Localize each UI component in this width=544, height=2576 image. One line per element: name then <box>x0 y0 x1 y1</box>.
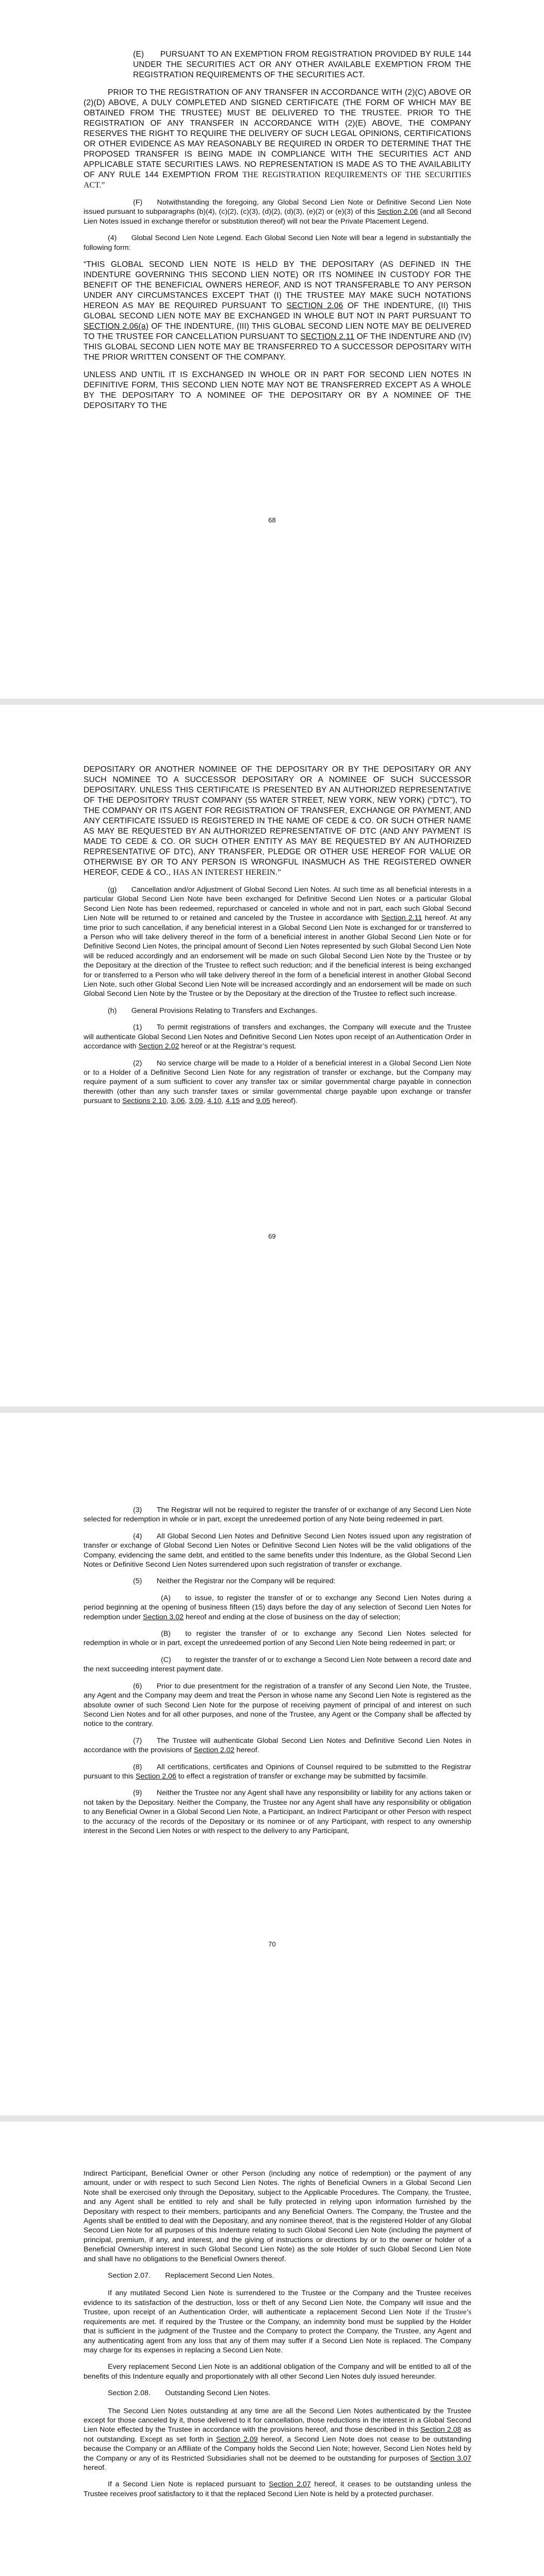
page-separator <box>0 699 544 705</box>
clause-h6: (6) Prior to due presentment for the registration of a transfer of any Second Lien Note, the Trustee, any Agent and the Company may deem and treat the Person in whose name any Second Lien Note is registered as the absolute owner of such Second Lien Note for the purpose of receiving payment of principal of and interest on such Second Lien Notes and for all other purposes, and none of the Trustee, any Agent or the Company shall be affected by notice to the contrary. <box>84 1682 471 1728</box>
clause-h5-b: (B) to register the transfer of or to exchange any Second Lien Notes selected for redemption in whole or in part, except the unredeemed portion of any Second Lien Note being redeemed in part; or <box>84 1630 471 1648</box>
page-69 <box>0 705 544 1406</box>
section-link[interactable]: SECTION 2.06(a) <box>84 322 149 331</box>
clause-g: (g) Cancellation and/or Adjustment of Global Second Lien Notes. At such time as all beneficial interests in a particular Global Second Lien Note have been exchanged for Definitive Second Lien Notes or a particular Global Second Lien Note has been redeemed, repurchased or canceled in whole and not in part, each such Global Second Lien Note will be returned to or retained and canceled by the Trustee in accordance with Section 2.11 hereof. At any time prior to such cancellation, if any beneficial interest in a Global Second Lien Note is exchanged for or transferred to a Person who will take delivery thereof in the form of a beneficial interest in another Global Second Lien Note or for Definitive Second Lien Notes, the principal amount of Second Lien Notes represented by such Global Second Lien Note will be reduced accordingly and an endorsement will be made on such Global Second Lien Note by the Trustee or by the Depositary at the direction of the Trustee to reflect such reduction; and if the beneficial interest is being exchanged for or transferred to a Person who will take delivery thereof in the form of a beneficial interest in another Global Second Lien Note, such other Global Second Lien Note will be increased accordingly and an endorsement will be made on such Global Second Lien Note by the Trustee or by the Depositary at the direction of the Trustee to reflect such increase. <box>84 886 471 998</box>
clause-h: (h) General Provisions Relating to Transfers and Exchanges. <box>108 1006 318 1015</box>
clause-h2: (2) No service charge will be made to a Holder of a beneficial interest in a Global Second Lien Note or to a Holder of a Definitive Second Lien Note for any registration of transfer or exchange, but the Company may require payment of a sum sufficient to cover any transfer tax or similar governmental charge payable in connection therewith (other than any such transfer taxes or similar governmental charge payable upon exchange or transfer pursuant to Sections 2.10, 3.06, 3.09, 4.10, 4.15 and 9.05 hereof). <box>84 1059 471 1106</box>
unless-paragraph: UNLESS AND UNTIL IT IS EXCHANGED IN WHOLE OR IN PART FOR SECOND LIEN NOTES IN DEFINITIVE FORM, THIS SECOND LIEN NOTE MAY NOT BE TRANSFERRED EXCEPT AS A WHOLE BY THE DEPOSITARY TO A NOMINEE OF THE DEPOSITARY OR BY A NOMINEE OF THE DEPOSITARY TO THE <box>84 370 471 411</box>
section-link[interactable]: Section 2.11 <box>381 914 422 923</box>
section-link[interactable]: Section 2.06 <box>135 1772 176 1781</box>
section-2-07-replacement: Every replacement Second Lien Note is an additional obligation of the Company and will be entitled to all of the benefits of this Indenture equally and proportionately with all other Second Lien Notes duly issued hereunder. <box>84 2363 471 2381</box>
clause-h5-a: (A) to issue, to register the transfer of or to exchange any Second Lien Notes during a period beginning at the opening of business fifteen (15) days before the day of any selection of Second Lien Notes for redemption under Section 3.02 hereof and ending at the close of business on the day of selection; <box>84 1594 471 1621</box>
page-number: 70 <box>268 1940 276 1948</box>
depositary-legend-continued: DEPOSITARY OR ANOTHER NOMINEE OF THE DEPOSITARY OR BY THE DEPOSITARY OR ANY SUCH NOMINEE TO A SUCCESSOR DEPOSITARY OR A NOMINEE OF SUCH SUCCESSOR DEPOSITARY. UNLESS THIS CERTIFICATE IS PRESENTED BY AN AUTHORIZED REPRESENTATIVE OF THE DEPOSITORY TRUST COMPANY (55 WATER STREET, NEW YORK, NEW YORK) (“DTC”), TO THE COMPANY OR ITS AGENT FOR REGISTRATION OF TRANSFER, EXCHANGE OR PAYMENT, AND ANY CERTIFICATE ISSUED IS REGISTERED IN THE NAME OF CEDE & CO. OR SUCH OTHER NAME AS MAY BE REQUESTED BY AN AUTHORIZED REPRESENTATIVE OF DTC (AND ANY PAYMENT IS MADE TO CEDE & CO. OR SUCH OTHER ENTITY AS MAY BE REQUESTED BY AN AUTHORIZED REPRESENTATIVE OF DTC), ANY TRANSFER, PLEDGE OR OTHER USE HEREOF FOR VALUE OR OTHERWISE BY OR TO ANY PERSON IS WRONGFUL INASMUCH AS THE REGISTERED OWNER HEREOF, CEDE & CO., HAS AN INTEREST HEREIN.” <box>84 765 471 877</box>
section-link[interactable]: Section 2.02 <box>193 1746 235 1755</box>
global-legend-text: “THIS GLOBAL SECOND LIEN NOTE IS HELD BY THE DEPOSITARY (AS DEFINED IN THE INDENTURE GOVERNING THIS SECOND LIEN NOTE) OR ITS NOMINEE IN CUSTODY FOR THE BENEFIT OF THE BENEFICIAL OWNERS HEREOF, AND IS NOT TRANSFERABLE TO ANY PERSON UNDER ANY CIRCUMSTANCES EXCEPT THAT (I) THE TRUSTEE MAY MAKE SUCH NOTATIONS HEREON AS MAY BE REQUIRED PURSUANT TO SECTION 2.06 OF THE INDENTURE, (II) THIS GLOBAL SECOND LIEN NOTE MAY BE EXCHANGED IN WHOLE BUT NOT IN PART PURSUANT TO SECTION 2.06(a) OF THE INDENTURE, (III) THIS GLOBAL SECOND LIEN NOTE MAY BE DELIVERED TO THE TRUSTEE FOR CANCELLATION PURSUANT TO SECTION 2.11 OF THE INDENTURE AND (IV) THIS GLOBAL SECOND LIEN NOTE MAY BE TRANSFERRED TO A SUCCESSOR DEPOSITARY WITH THE PRIOR WRITTEN CONSENT OF THE COMPANY. <box>84 260 471 362</box>
section-2-07-text: If any mutilated Second Lien Note is surrendered to the Trustee or the Company and the Trustee receives evidence to its satisfaction of the destruction, loss or theft of any Second Lien Note, the Company will issue and the Trustee, upon receipt of an Authentication Order, will authenticate a replacement Second Lien Note if the Trustee’s requirements are met. If required by the Trustee or the Company, an indemnity bond must be supplied by the Holder that is sufficient in the judgment of the Trustee and the Company to protect the Company, the Trustee, any Agent and any authenticating agent from any loss that any of them may suffer if a Second Lien Note is replaced. The Company may charge for its expenses in replacing a Second Lien Note. <box>84 2289 471 2354</box>
indirect-participant-paragraph: Indirect Participant, Beneficial Owner or other Person (including any notice of redemption) or the payment of any amount, under or with respect to such Second Lien Notes. The rights of Beneficial Owners in a Global Second Lien Note shall be exercised only through the Depositary, subject to the Applicable Procedures. The Company, the Trustee, and any Agent shall be entitled to rely and shall be fully protected in relying upon information furnished by the Depositary with respect to their members, participants and any Beneficial Owners. The Company, the Trustee and the Agents shall be entitled to deal with the Depositary, and any nominee thereof, that is the registered Holder of any Global Second Lien Note for all purposes of this Indenture relating to such Global Second Lien Note (including the payment of principal, premium, if any, and interest, and the giving of instructions or directions by or to the owner or holder of a Beneficial Ownership interest in such Global Second Lien Note) as the sole Holder of such Global Second Lien Note and shall have no obligations to the Beneficial Owners thereof. <box>84 2170 471 2263</box>
section-link[interactable]: 3.09 <box>189 1097 203 1106</box>
section-link[interactable]: SECTION 2.11 <box>300 332 355 342</box>
section-link[interactable]: 3.06 <box>170 1097 185 1106</box>
section-2-07-heading: Section 2.07. Replacement Second Lien Notes. <box>108 2272 274 2280</box>
clause-h5-c: (C) to register the transfer of or to exchange a Second Lien Note between a record date and the next succeeding interest payment date. <box>84 1655 471 1674</box>
page-69-content <box>84 765 471 1113</box>
section-link[interactable]: 4.15 <box>225 1097 240 1106</box>
clause-f: (F) Notwithstanding the foregoing, any Global Second Lien Note or Definitive Second Lien Note issued pursuant to subparagraphs (b)(4), (c)(2), (c)(3), (d)(2), (d)(3), (e)(2) or (e)(3) of this Section 2.06 (and all Second Lien Notes issued in exchange therefor or substitution thereof) will not bear the Private Placement Legend. <box>84 198 471 226</box>
clause-h8: (8) All certifications, certificates and Opinions of Counsel required to be submitted to the Registrar pursuant to this Section 2.06 to effect a registration of transfer or exchange may be submitted by facsimile. <box>84 1762 471 1781</box>
section-link[interactable]: Sections 2.10 <box>122 1097 167 1106</box>
section-link[interactable]: Section 2.02 <box>138 1042 179 1051</box>
page-68-content <box>84 49 471 418</box>
page-71-content <box>84 2169 471 2506</box>
page-separator <box>0 2115 544 2122</box>
section-2-08-heading: Section 2.08. Outstanding Second Lien Notes. <box>108 2389 271 2398</box>
clause-h5: (5) Neither the Registrar nor the Company will be required: <box>133 1577 336 1586</box>
section-link[interactable]: 9.05 <box>256 1097 271 1106</box>
section-link[interactable]: Section 2.06 <box>377 208 418 216</box>
section-link[interactable]: Section 3.02 <box>143 1613 184 1621</box>
section-link[interactable]: Section 3.07 <box>430 2454 471 2463</box>
clause-h9: (9) Neither the Trustee nor any Agent shall have any responsibility or liability for any actions taken or not taken by the Depositary. Neither the Company, the Trustee nor any Agent shall have any responsibility or obligation to any Beneficial Owner in a Global Second Lien Note, a Participant, an Indirect Participant or other Person with respect to the accuracy of the records of the Depositary or its nominee or of any Participant, with respect to any ownership interest in the Second Lien Notes or with respect to the delivery to any Participant, <box>84 1789 471 1835</box>
section-2-08-text: The Second Lien Notes outstanding at any time are all the Second Lien Notes authenticated by the Trustee except for those canceled by it, those delivered to it for cancellation, those reductions in the interest in a Global Second Lien Note effected by the Trustee in accordance with the provisions hereof, and those described in this Section 2.08 as not outstanding. Except as set forth in Section 2.09 hereof, a Second Lien Note does not cease to be outstanding because the Company or an Affiliate of the Company holds the Second Lien Note; however, Second Lien Notes held by the Company or any of its Restricted Subsidiaries shall not be deemed to be outstanding for purposes of Section 3.07 hereof. <box>84 2406 471 2472</box>
page-separator <box>0 1406 544 1413</box>
clause-h3: (3) The Registrar will not be required to register the transfer of or exchange of any Second Lien Note selected for redemption in whole or in part, except the unredeemed portion of any Note being redeemed in part. <box>84 1506 471 1524</box>
global-legend-intro: (4) Global Second Lien Note Legend. Each Global Second Lien Note will bear a legend in substantially the following form: <box>84 234 471 252</box>
clause-h4: (4) All Global Second Lien Notes and Definitive Second Lien Notes issued upon any registration of transfer or exchange of Global Second Lien Notes or Definitive Second Lien Notes will be the valid obligations of the Company, evidencing the same debt, and entitled to the same benefits under this Indenture, as the Global Second Lien Notes or Definitive Second Lien Notes surrendered upon such registration of transfer or exchange. <box>84 1532 471 1569</box>
section-link[interactable]: SECTION 2.06 <box>286 301 343 311</box>
section-link[interactable]: Section 2.07 <box>269 2480 311 2489</box>
clause-h7: (7) The Trustee will authenticate Global Second Lien Notes and Definitive Second Lien Notes in accordance with the provisions of Section 2.02 hereof. <box>84 1736 471 1755</box>
section-link[interactable]: Section 2.08 <box>420 2426 461 2434</box>
page-70 <box>0 1413 544 2115</box>
section-link[interactable]: Section 2.09 <box>216 2435 258 2444</box>
section-2-08-replaced: If a Second Lien Note is replaced pursuant to Section 2.07 hereof, it ceases to be outstanding unless the Trustee receives proof satisfactory to it that the replaced Second Lien Note is held by a protected purchaser. <box>84 2480 471 2498</box>
page-68 <box>0 0 544 699</box>
section-link[interactable]: 4.10 <box>207 1097 222 1106</box>
page-number: 68 <box>268 516 276 524</box>
prior-registration-paragraph: PRIOR TO THE REGISTRATION OF ANY TRANSFER IN ACCORDANCE WITH (2)(C) ABOVE OR (2)(D) ABOVE, A DULY COMPLETED AND SIGNED CERTIFICATE (THE FORM OF WHICH MAY BE OBTAINED FROM THE TRUSTEE) MUST BE DELIVERED TO THE TRUSTEE. PRIOR TO THE REGISTRATION OF ANY TRANSFER IN ACCORDANCE WITH (2)(E) ABOVE, THE COMPANY RESERVES THE RIGHT TO REQUIRE THE DELIVERY OF SUCH LEGAL OPINIONS, CERTIFICATIONS OR OTHER EVIDENCE AS MAY REASONABLY BE REQUIRED IN ORDER TO DETERMINE THAT THE PROPOSED TRANSFER IS BEING MADE IN COMPLIANCE WITH THE SECURITIES ACT AND APPLICABLE STATE SECURITIES LAWS. NO REPRESENTATION IS MADE AS TO THE AVAILABILITY OF ANY RULE 144 EXEMPTION FROM THE REGISTRATION REQUIREMENTS OF THE SECURITIES ACT.” <box>84 88 471 190</box>
page-71 <box>0 2122 544 2576</box>
clause-e: (E) PURSUANT TO AN EXEMPTION FROM REGISTRATION PROVIDED BY RULE 144 UNDER THE SECURITIES ACT OR ANY OTHER AVAILABLE EXEMPTION FROM THE REGISTRATION REQUIREMENTS OF THE SECURITIES ACT. <box>133 50 471 79</box>
page-70-content <box>84 1505 471 1843</box>
page-number: 69 <box>268 1232 276 1240</box>
clause-h1: (1) To permit registrations of transfers and exchanges, the Company will execute and the Trustee will authenticate Global Second Lien Notes and Definitive Second Lien Notes upon receipt of an Authentication Order in accordance with Section 2.02 hereof or at the Registrar’s request. <box>84 1023 471 1051</box>
